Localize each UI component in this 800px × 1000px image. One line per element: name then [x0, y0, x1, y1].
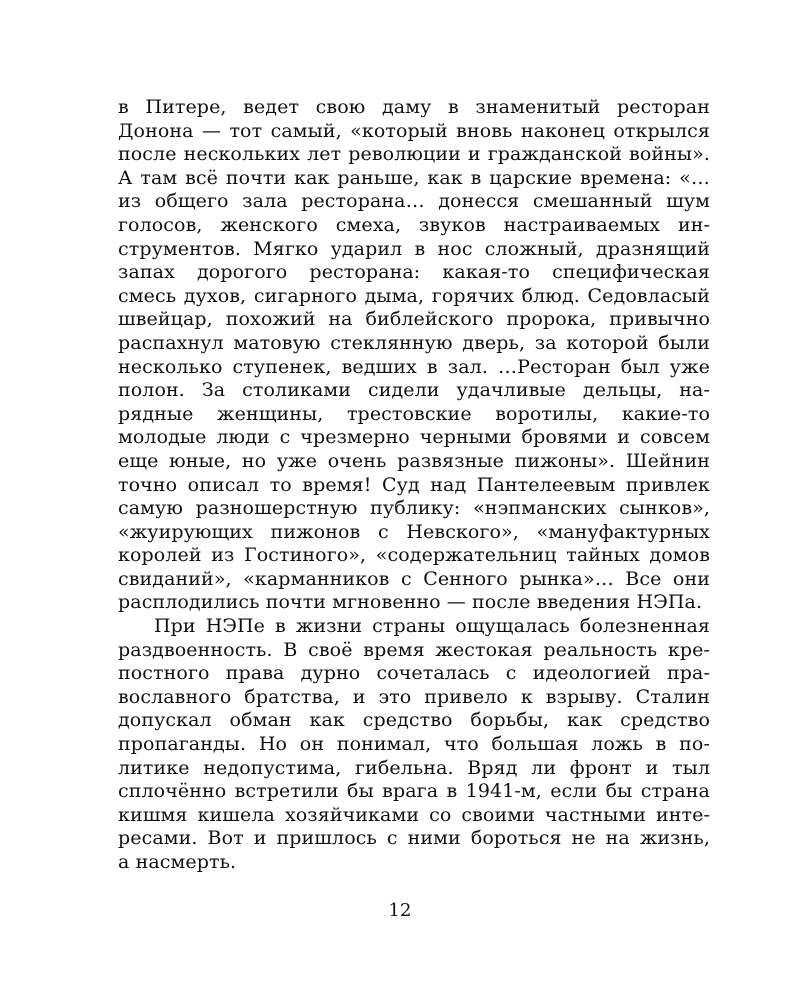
text-line: ресами. Вот и пришлось с ними бороться не на жизнь,: [118, 827, 710, 850]
text-line: При НЭПе в жизни страны ощущалась болезненная: [154, 615, 710, 638]
body-text: [118, 96, 710, 875]
text-line: литике недопустима, гибельна. Вряд ли фронт и тыл: [118, 756, 710, 779]
text-line: точно описал то время! Суд над Пантелеевым привлек: [118, 473, 710, 496]
text-line: постного права дурно сочеталась с идеологией пра-: [118, 662, 710, 685]
text-line: расплодились почти мгновенно — после введения НЭПа.: [118, 591, 703, 614]
text-line: распахнул матовую стеклянную дверь, за которой были: [118, 331, 710, 354]
text-line: запах дорогого ресторана: какая-то специфическая: [118, 261, 710, 284]
text-line: из общего зала ресторана… донесся смешанный шум: [118, 190, 710, 213]
text-line: королей из Гостиного», «содержательниц тайных домов: [118, 544, 710, 567]
paragraph-1: [118, 96, 710, 615]
text-line: свиданий», «карманников с Сенного рынка»… Все они: [118, 567, 710, 590]
text-line: голосов, женского смеха, звуков настраиваемых ин-: [118, 213, 710, 236]
text-line: «жуирующих пижонов с Невского», «мануфактурных: [118, 520, 710, 543]
text-line: а насмерть.: [118, 851, 237, 873]
text-line: раздвоенность. В своё время жестокая реальность кре-: [118, 638, 710, 661]
text-line: после нескольких лет революции и гражданской войны».: [118, 143, 710, 166]
page-number: 12: [388, 900, 412, 921]
text-line: полон. За столиками сидели удачливые дельцы, на-: [118, 379, 710, 402]
text-line: кишмя кишела хозяйчиками со своими частными инте-: [118, 803, 710, 826]
text-line: А там всё почти как раньше, как в царские времена: «…: [118, 166, 710, 189]
text-line: смесь духов, сигарного дыма, горячих блюд. Седовласый: [118, 284, 710, 307]
text-line: пропаганды. Но он понимал, что большая ложь в по-: [118, 733, 710, 756]
text-line: швейцар, похожий на библейского пророка, привычно: [118, 308, 710, 331]
text-line: молодые люди с чрезмерно черными бровями и совсем: [118, 426, 710, 449]
text-line: в Питере, ведет свою даму в знаменитый ресторан: [118, 96, 710, 118]
text-line: несколько ступенек, ведших в зал. …Ресторан был уже: [118, 355, 710, 378]
text-line: Донона — тот самый, «который вновь наконец открылся: [118, 119, 710, 142]
text-line: еще юные, но уже очень развязные пижоны». Шейнин: [118, 449, 710, 472]
text-line: самую разношерстную публику: «нэпманских сынков»,: [118, 497, 710, 520]
text-line: сплочённо встретили бы врага в 1941-м, если бы страна: [118, 780, 710, 803]
text-line: рядные женщины, трестовские воротилы, какие-то: [118, 402, 710, 425]
paragraph-2: [118, 615, 710, 875]
text-line: струментов. Мягко ударил в нос сложный, дразнящий: [118, 237, 710, 260]
text-line: вославного братства, и это привело к взрыву. Сталин: [118, 685, 710, 708]
text-line: допускал обман как средство борьбы, как средство: [118, 709, 710, 732]
